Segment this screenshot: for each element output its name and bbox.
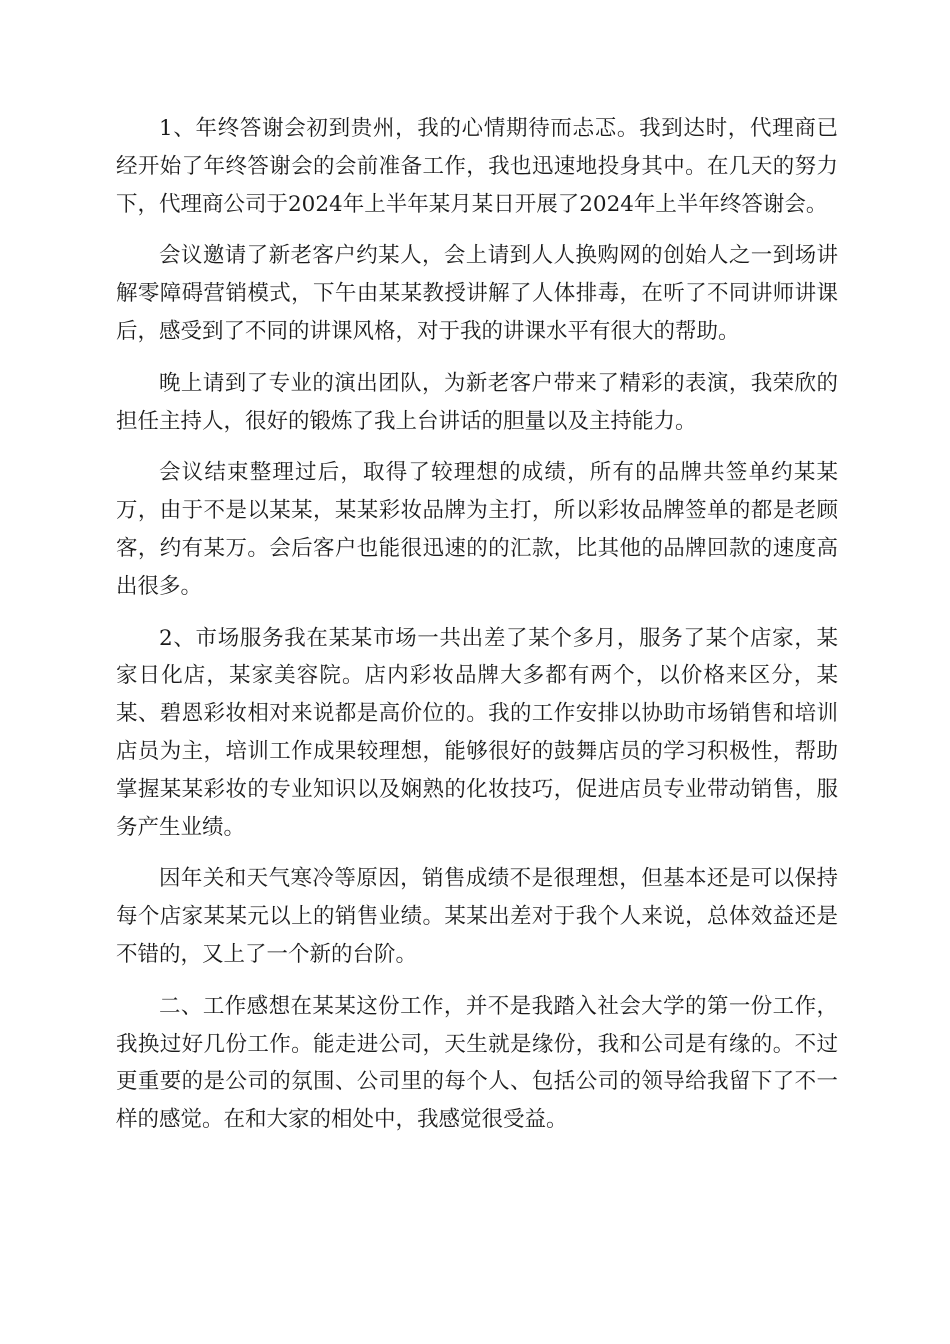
paragraph-6: 因年关和天气寒冷等原因，销售成绩不是很理想，但基本还是可以保持每个店家某某元以上的销售业绩。某某出差对于我个人来说，总体效益还是不错的，又上了一个新的台阶。	[116, 866, 838, 967]
paragraph-5: 2、市场服务我在某某市场一共出差了某个多月，服务了某个店家，某家日化店，某家美容院。店内彩妆品牌大多都有两个，以价格来区分，某某、碧恩彩妆相对来说都是高价位的。我的工作安排以协助市场销售和培训店员为主，培训工作成果较理想，能够很好的鼓舞店员的学习积极性，帮助掌握某某彩妆的专业知识以及娴熟的化妆技巧，促进店员专业带动销售，服务产生业绩。	[116, 625, 838, 840]
paragraph-3: 晚上请到了专业的演出团队，为新老客户带来了精彩的表演，我荣欣的担任主持人，很好的锻炼了我上台讲话的胆量以及主持能力。	[116, 370, 838, 434]
paragraph-1: 1、年终答谢会初到贵州，我的心情期待而忐忑。我到达时，代理商已经开始了年终答谢会的会前准备工作，我也迅速地投身其中。在几天的努力下，代理商公司于2024年上半年某月某日开展了2024年上半年终答谢会。	[116, 116, 838, 217]
paragraph-2: 会议邀请了新老客户约某人，会上请到人人换购网的创始人之一到场讲解零障碍营销模式，下午由某某教授讲解了人体排毒，在听了不同讲师讲课后，感受到了不同的讲课风格，对于我的讲课水平有很大的帮助。	[116, 243, 838, 344]
paragraph-7: 二、工作感想在某某这份工作，并不是我踏入社会大学的第一份工作，我换过好几份工作。能走进公司，天生就是缘份，我和公司是有缘的。不过更重要的是公司的氛围、公司里的每个人、包括公司的领导给我留下了不一样的感觉。在和大家的相处中，我感觉很受益。	[116, 993, 838, 1133]
document-body	[116, 110, 838, 1153]
paragraph-4: 会议结束整理过后，取得了较理想的成绩，所有的品牌共签单约某某万，由于不是以某某，某某彩妆品牌为主打，所以彩妆品牌签单的都是老顾客，约有某万。会后客户也能很迅速的的汇款，比其他的品牌回款的速度高出很多。	[116, 460, 838, 599]
